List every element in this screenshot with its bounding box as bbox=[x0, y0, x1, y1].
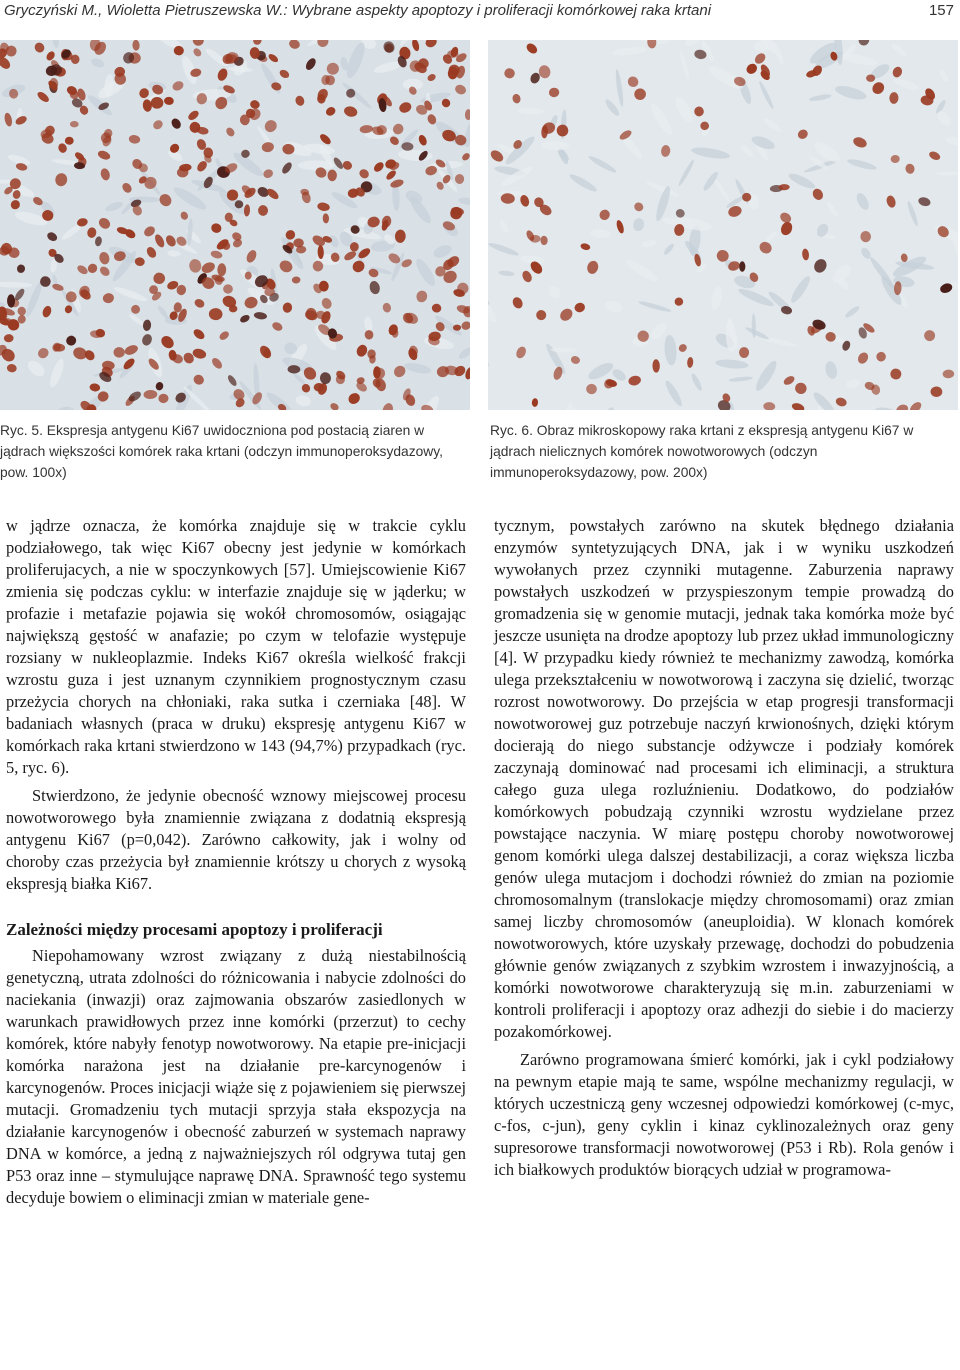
stained-nucleus bbox=[65, 137, 74, 145]
section-heading: Zależności między procesami apoptozy i proliferacji bbox=[6, 920, 383, 939]
figure-5-caption: Ryc. 5. Ekspresja antygenu Ki67 uwidoczniona pod postacią ziaren w jądrach większości komórek raka krtani (odczyn immunoperoksydazowy, pow. 100x) bbox=[0, 423, 443, 480]
figure-5-image bbox=[0, 40, 470, 410]
figure-6-micrograph bbox=[488, 40, 958, 410]
right-paragraph-2: Zarówno programowana śmierć komórki, jak i cykl podziałowy na pewnym etapie mają te same, wspólne mechanizmy regulacji, w których uczestniczą geny wczesnej odpowiedzi komórkowej (c-myc, c-fos, c-jun), geny cyklin i kinaz cyklinozależnych oraz geny supresorowe transformacji nowotworowej (P53 i Rb). Rola genów i ich białkowych produktów biorących udział w programowa- bbox=[494, 1050, 954, 1179]
stained-nucleus bbox=[739, 347, 749, 358]
left-paragraph-1: w jądrze oznacza, że komórka znajduje się w trakcie cyklu podziałowego, tak więc Ki67 obecny jest jedynie w komórkach proliferujacych, a nie w spoczynkowych [57]. Umiejscowienie Ki67 zmienia się podczas cyklu: w interfazie znajduje się w jąderku; w profazie i metafazie pojawia się wokół chromosomów, osiągając największą gęstość w anafazie; po czym w telofazie występuje rozsiany w nukleoplazmie. Indeks Ki67 określa wielkość frakcji wzrostu guza i jest uznanym czynnikiem prognostycznym czasu przeżycia chorych na chłoniaki, raka sutka i czerniaka [48]. W badaniach własnych (praca w druku) ekspresję antygenu Ki67 w komórkach raka krtani stwierdzono w 143 (94,7%) przypadkach (ryc. 5, ryc. 6). bbox=[6, 516, 466, 777]
running-header bbox=[0, 0, 960, 34]
figure-5-micrograph bbox=[0, 40, 470, 410]
figure-6-image bbox=[488, 40, 958, 410]
figure-6-caption: Ryc. 6. Obraz mikroskopowy raka krtani z ekspresją antygenu Ki67 w jądrach nielicznych komórek nowotworowych (odczyn immunoperoksydazowy, pow. 200x) bbox=[490, 423, 914, 480]
left-paragraph-3: Niepohamowany wzrost związany z dużą niestabilnością genetyczną, utrata zdolności do różnicowania i nabycie zdolności do naciekania (inwazji) oraz zajmowania obszarów zasiedlonych w warunkach prawidłowych przez inne komórki (przerzut) to cechy komórek, które nabyły fenotyp nowotworowy. Na etapie pre-inicjacji komórka narażona jest na działanie pre-karcynogenów i karcynogenów. Proces inicjacji wiąże się z pojawieniem się pierwszej mutacji. Gromadzeniu tych mutacji sprzyja stała ekspozycja na działanie karcynogenów i obecność zaburzeń w systemach naprawy DNA w komórce, a jedną z najważniejszych ról odgrywa tutaj gen P53 oraz inne – stymulujące naprawę DNA. Sprawność tego systemu decyduje bowiem o eliminacji zmian w materiale gene- bbox=[6, 946, 466, 1207]
page-number: 157 bbox=[928, 2, 954, 19]
right-column bbox=[494, 515, 954, 1181]
stained-nucleus bbox=[327, 170, 336, 182]
tissue-fiber bbox=[298, 160, 335, 170]
stained-nucleus bbox=[586, 384, 597, 394]
tissue-background bbox=[488, 40, 958, 410]
right-paragraph-1: tycznym, powstałych zarówno na skutek błędnego działania enzymów syntetyzujących DNA, jak i w wyniku uszkodzeń wywołanych przez czynniki mutagenne. Zaburzenia naprawy powstałych uszkodzeń w przyspieszonym tempie prowadzą do gromadzenia się w genomie mutacji, jednak taka komórka może być jeszcze usunięta na drodze apoptozy lub przez układ immunologiczny [4]. W przypadku kiedy również te mechanizmy zawodzą, komórka ulega przekształceniu w nowotworową i zaczyna się dzielić, tworząc rozrost nowotworowy. Do przejścia w etap progresji transformacji nowotworowej guz potrzebuje naczyń krwionośnych, dzięki którym docierają do niego substancje odżywcze i podziały komórek zaczynają dominować nad procesami ich eliminacji, a struktura całego guza ulega rozluźnieniu. Dodatkowo, do podziałów komórkowych pobudzają czynniki wzrostu wydzielane przez powstające naczynia. W miarę postępu choroby nowotworowej genom komórki ulega dalszej destabilizacji, a coraz większa liczba genów ulega mutacjom i dochodzi również do zmian na poziomie chromosomalnym (translokacje między chromosomami) oraz zmian samej liczby chromosomów (aneuploidia). W klonach komórek nowotworowych, które uzyskały przewagę, dochodzi do pobudzenia głównie genów związanych z szybkim wzrostem i inwazyjnością, a komórki nowotworowe charakteryzują się m.in. zaburzeniami w kontroli proliferacji i apoptozy oraz adhezji do siebie i do macierzy pozakomórkowej. bbox=[494, 516, 954, 1041]
left-paragraph-2: Stwierdzono, że jedynie obecność wznowy miejscowej procesu nowotworowego była znamiennie związana z dodatnią ekspresją antygenu Ki67 (p=0,042). Zarówno całkowity, jak i wolny od choroby czas przeżycia był znamiennie krótszy u chorych z wysoką ekspresją białka Ki67. bbox=[6, 786, 466, 893]
running-header-authors: Gryczyński M., Wioletta Pietruszewska W.: Wybrane aspekty apoptozy i proliferacji komórkowej raka krtani bbox=[4, 2, 712, 19]
stained-nucleus bbox=[373, 366, 381, 379]
left-column bbox=[6, 515, 466, 1209]
stained-nucleus bbox=[739, 261, 745, 272]
